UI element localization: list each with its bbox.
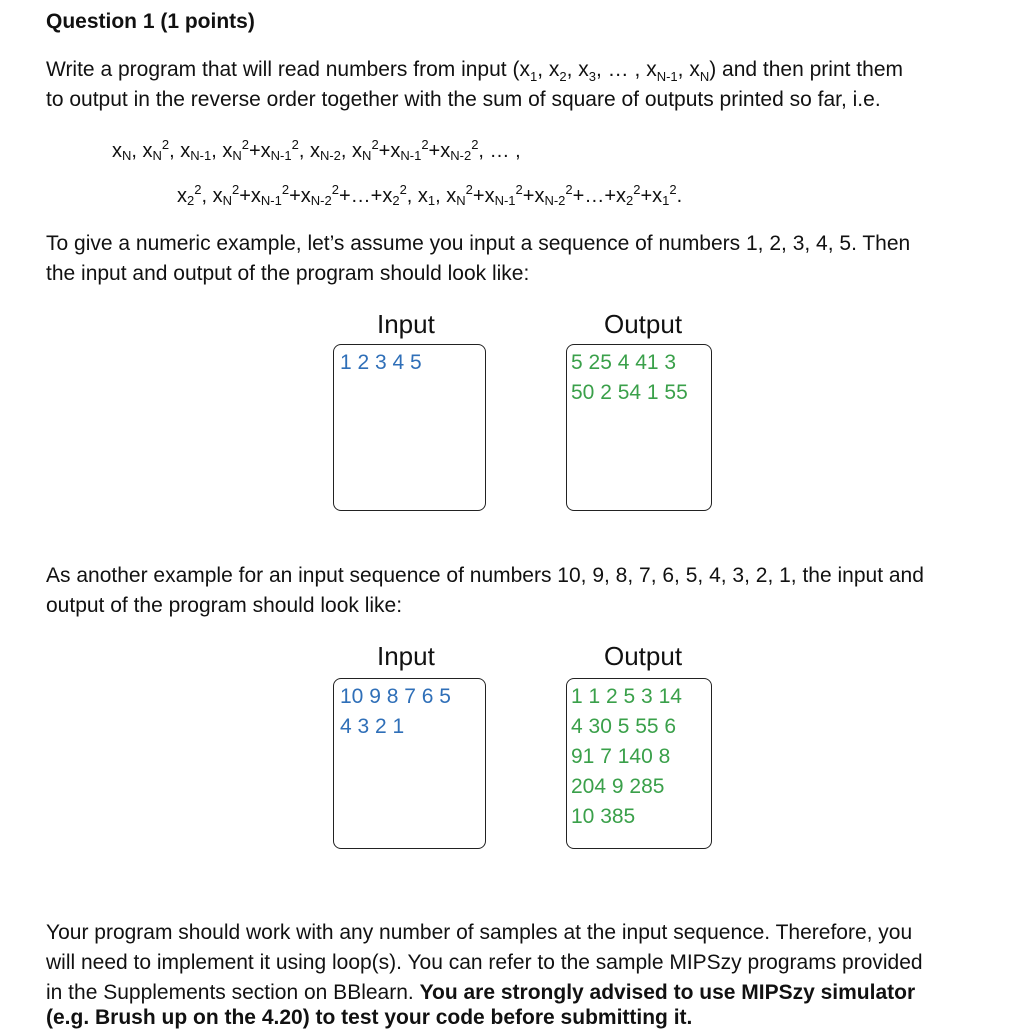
closing-line-4-text: (e.g. Brush up on the 4.20) to test your code before submitting it.	[46, 1006, 693, 1029]
intro-line-2: to output in the reverse order together with the sum of square of outputs printed so far, i.e.	[46, 88, 881, 111]
closing-line-3-text: in the Supplements section on BBlearn.	[46, 981, 420, 1004]
example2-text-line-1: As another example for an input sequence of numbers 10, 9, 8, 7, 6, 5, 4, 3, 2, 1, the input and	[46, 564, 924, 587]
example1-input-lines	[340, 348, 422, 378]
example1-text-line-1: To give a numeric example, let’s assume you input a sequence of numbers 1, 2, 3, 4, 5. Then	[46, 232, 911, 255]
example1-output-lines	[571, 348, 688, 408]
example2-text-line-2: output of the program should look like:	[46, 594, 403, 617]
example2-input-label: Input	[377, 641, 435, 671]
example2-output-line: 204 9 285	[571, 775, 665, 798]
formula-line-1: $x_N$, $x_N^2$, $x_{N-1}$, $x_N^2+x_{N-1}^2$, $x_{N-2}$, $x_N^2+x_{N-1}^2+x_{N-2}^2$, … ,	[112, 137, 521, 163]
closing-line-4-cut	[46, 995, 693, 1029]
example2-output-line: 1 1 2 5 3 14	[571, 685, 682, 708]
example1-input-box	[333, 344, 486, 511]
closing-line-2: will need to implement it using loop(s). You can refer to the sample MIPSzy programs provided	[46, 951, 923, 974]
closing-line-1: Your program should work with any number of samples at the input sequence. Therefore, you	[46, 921, 913, 944]
example2-output-line: 10 385	[571, 805, 636, 828]
example2-output-line: 91 7 140 8	[571, 745, 671, 768]
example1-input-label: Input	[377, 309, 435, 339]
example1-output-label: Output	[604, 309, 683, 339]
example1-output-line: 50 2 54 1 55	[571, 381, 688, 404]
formula-line-2: $x_2^2$, $x_N^2+x_{N-1}^2+x_{N-2}^2+\dots+x_2^2$, $x_1$, $x_N^2+x_{N-1}^2+x_{N-2}^2+\dots+x_2^2+x_1^2$.	[177, 182, 683, 208]
example2-input-box	[333, 678, 486, 849]
closing-line-3-bold: You are strongly advised to use MIPSzy simulator	[419, 981, 916, 1004]
example1-input-line: 1 2 3 4 5	[340, 351, 422, 374]
example1-output-box	[566, 344, 712, 511]
example1-output-line: 5 25 4 41 3	[571, 351, 677, 374]
example2-output-line: 4 30 5 55 6	[571, 715, 677, 738]
example2-input-lines	[340, 682, 451, 742]
example2-input-line: 4 3 2 1	[340, 715, 405, 738]
intro-line-1: Write a program that will read numbers from input ($x_1$, $x_2$, $x_3$, … , $x_{N-1}$, $x_N$) and then print them	[46, 58, 903, 85]
example2-input-line: 10 9 8 7 6 5	[340, 685, 451, 708]
example2-output-box	[566, 678, 712, 849]
example2-output-label: Output	[604, 641, 683, 671]
example2-output-lines	[571, 682, 682, 832]
question-title: Question 1 (1 points)	[46, 10, 255, 33]
example1-text-line-2: the input and output of the program should look like:	[46, 262, 530, 285]
